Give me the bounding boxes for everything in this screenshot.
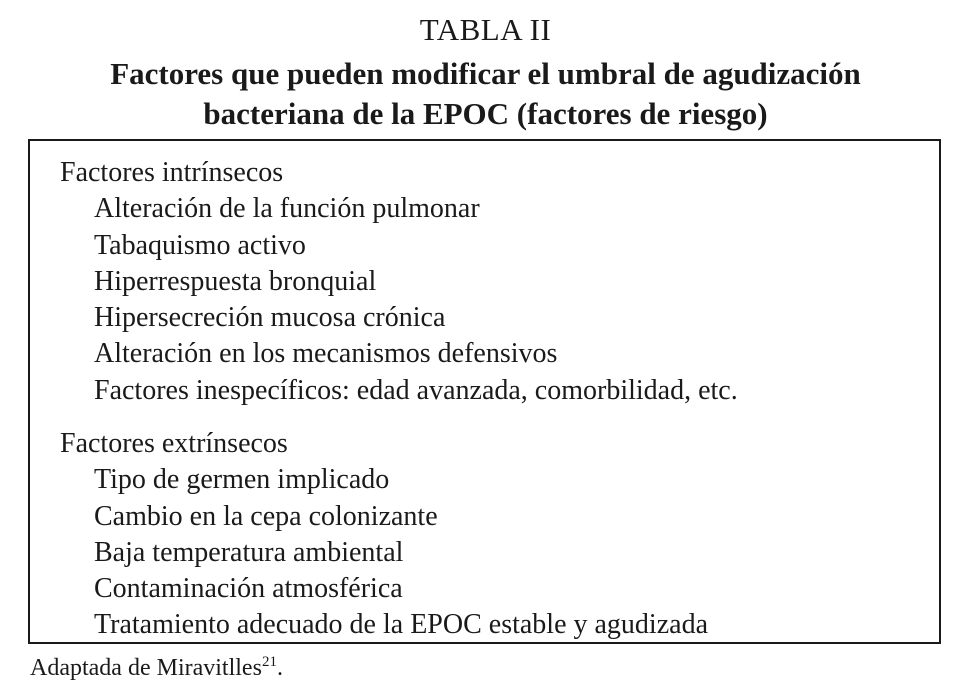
group-intrinsic	[60, 155, 738, 409]
table-label: TABLA II	[419, 12, 552, 47]
group-heading: Factores extrínsecos	[60, 428, 288, 459]
list-item: Factores inespecíficos: edad avanzada, comorbilidad, etc.	[94, 374, 738, 406]
list-item: Tabaquismo activo	[94, 229, 306, 261]
group-heading: Factores intrínsecos	[60, 157, 284, 188]
list-item: Hiperrespuesta bronquial	[94, 265, 377, 297]
list-item: Tipo de germen implicado	[94, 464, 390, 496]
list-item: Alteración de la función pulmonar	[94, 193, 480, 225]
group-item-list	[60, 191, 738, 409]
group-extrinsic	[60, 426, 708, 644]
reference-number: 21	[261, 654, 277, 670]
table-title	[0, 54, 971, 134]
list-item: Cambio en la cepa colonizante	[94, 500, 438, 532]
group-item-list	[60, 462, 708, 643]
list-item: Contaminación atmosférica	[94, 573, 403, 605]
table-source-note	[30, 653, 283, 683]
list-item: Tratamiento adecuado de la EPOC estable y agudizada	[94, 609, 708, 641]
table-title-line-1: Factores que pueden modificar el umbral de agudización	[110, 56, 861, 91]
list-item: Alteración en los mecanismos defensivos	[94, 338, 558, 370]
table-box	[28, 139, 941, 644]
list-item: Hipersecreción mucosa crónica	[94, 302, 446, 334]
source-suffix: .	[276, 655, 283, 681]
list-item: Baja temperatura ambiental	[94, 536, 404, 568]
table-title-line-2: bacteriana de la EPOC (factores de riesgo)	[203, 96, 768, 131]
source-text: Adaptada de Miravitlles	[30, 655, 262, 681]
